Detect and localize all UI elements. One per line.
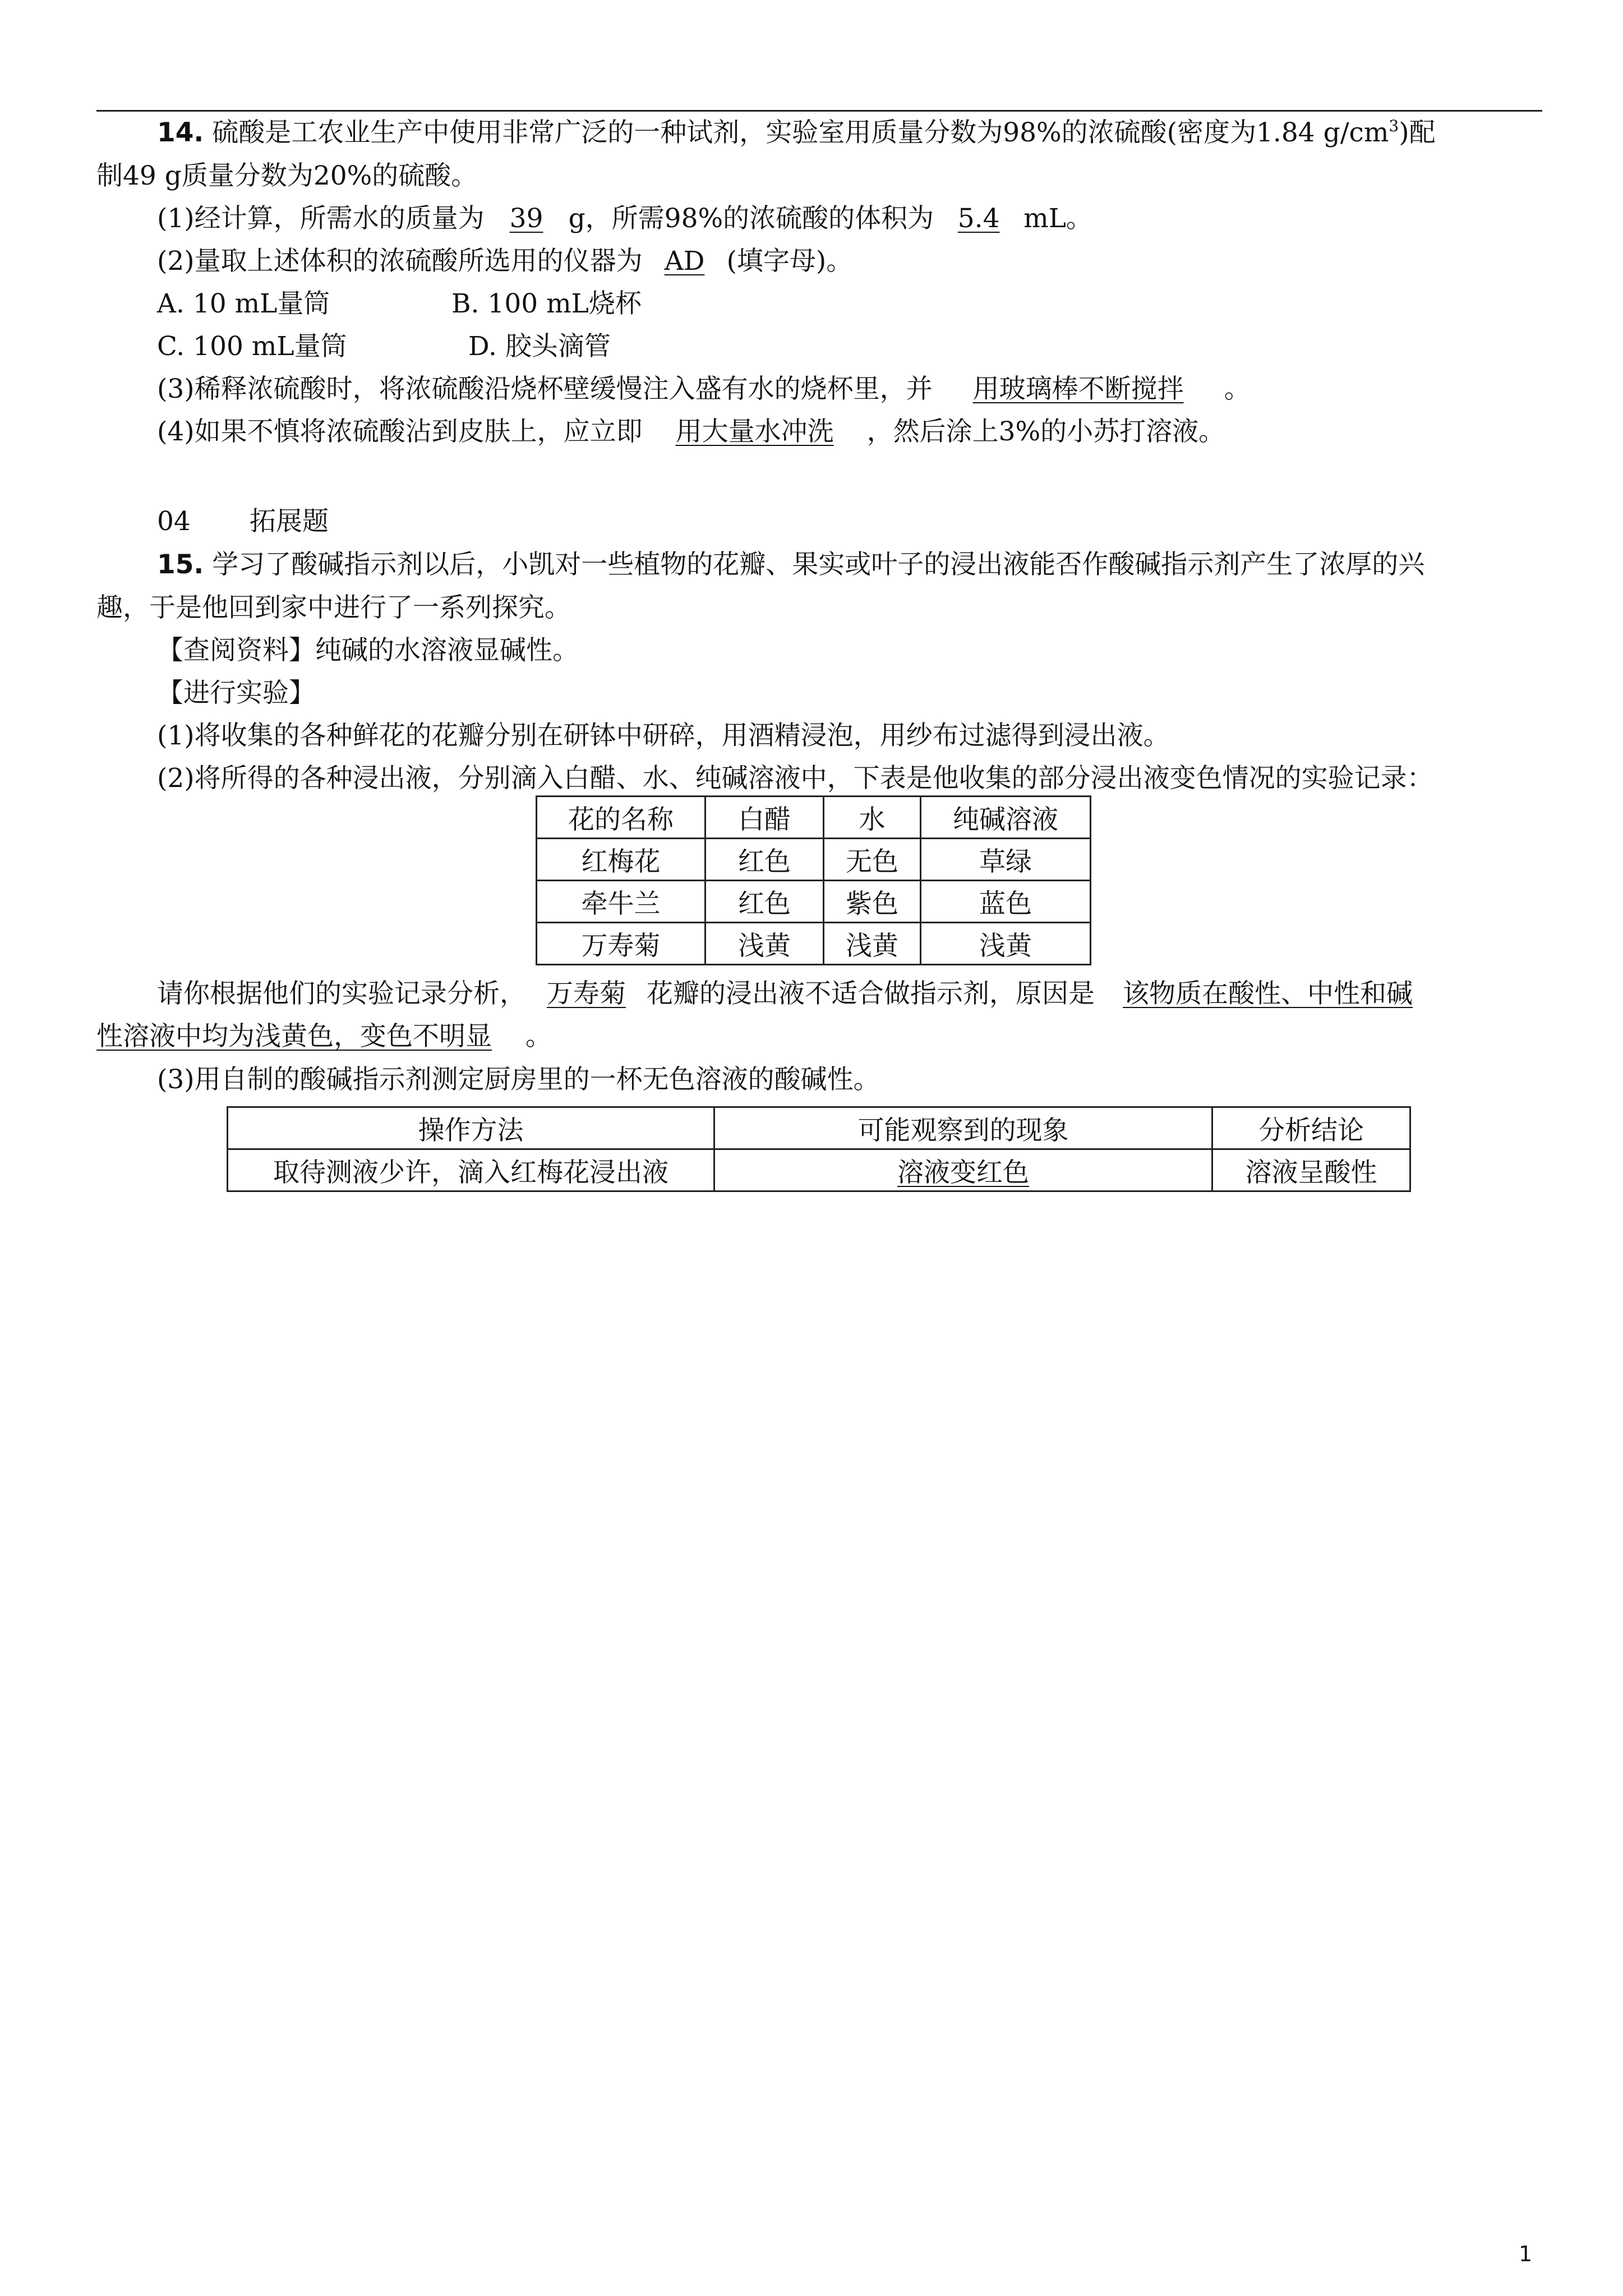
q15-step2: (2)将所得的各种浸出液，分别滴入白醋、水、纯碱溶液中，下表是他收集的部分浸出液变色情况的实验记录：	[157, 763, 1433, 794]
q14-part1-pre: (1)经计算，所需水的质量为	[157, 203, 485, 234]
q14-stem-text-1: 硫酸是工农业生产中使用非常广泛的一种试剂，实验室用质量分数为98%的浓硫酸(密度为1.84 g/cm	[212, 117, 1389, 148]
table-header-cell: 操作方法	[228, 1107, 714, 1149]
q14-option-a: A. 10 mL量筒	[157, 288, 330, 319]
q14-part3	[157, 371, 1251, 407]
q14-part2-post: (填字母)。	[726, 246, 853, 277]
table-header-row	[228, 1107, 1410, 1149]
q15-stem-line2: 趣，于是他回到家中进行了一系列探究。	[96, 592, 571, 623]
q14-stem-superscript: 3	[1389, 117, 1399, 135]
table-cell: 牵牛兰	[537, 881, 706, 923]
table-cell: 红色	[706, 881, 824, 923]
table-cell: 无色	[824, 839, 921, 881]
q15-analysis-answer-reason-2: 性溶液中均为浅黄色，变色不明显	[96, 1021, 492, 1052]
table-header-row	[537, 797, 1091, 839]
q15-stem-text-1: 学习了酸碱指示剂以后，小凯对一些植物的花瓣、果实或叶子的浸出液能否作酸碱指示剂产生了浓厚的兴	[212, 549, 1425, 580]
flower-color-table	[536, 795, 1091, 965]
q15-analysis-line2	[96, 1019, 552, 1055]
q14-part2-pre: (2)量取上述体积的浓硫酸所选用的仪器为	[157, 246, 643, 277]
table-cell-answer	[714, 1149, 1212, 1191]
q14-option-d: D. 胶头滴管	[468, 331, 611, 362]
q14-part1	[157, 201, 1092, 237]
table-cell: 红梅花	[537, 839, 706, 881]
q14-part4	[157, 414, 1225, 450]
q14-part4-post: ，然后涂上3%的小苏打溶液。	[866, 416, 1225, 447]
table-header-cell: 水	[824, 797, 921, 839]
table-header-cell: 纯碱溶液	[921, 797, 1091, 839]
page-number: 1	[1519, 2242, 1533, 2266]
q14-part1-answer-water-mass: 39	[509, 203, 543, 234]
q15-info: 【查阅资料】纯碱的水溶液显碱性。	[157, 635, 579, 666]
q15-experiment-heading: 【进行实验】	[157, 678, 315, 708]
q14-option-b: B. 100 mL烧杯	[451, 288, 642, 319]
q14-part3-pre: (3)稀释浓硫酸时，将浓硫酸沿烧杯壁缓慢注入盛有水的烧杯里，并	[157, 374, 933, 404]
table-cell: 取待测液少许，滴入红梅花浸出液	[228, 1149, 714, 1191]
q14-part3-post: 。	[1224, 374, 1251, 404]
table-header-cell: 可能观察到的现象	[714, 1107, 1212, 1149]
q15-analysis-post: 。	[525, 1021, 552, 1052]
q14-part4-pre: (4)如果不慎将浓硫酸沾到皮肤上，应立即	[157, 416, 643, 447]
q14-part4-answer: 用大量水冲洗	[675, 416, 834, 447]
q14-part3-answer: 用玻璃棒不断搅拌	[972, 374, 1184, 404]
q14-option-c: C. 100 mL量筒	[157, 331, 347, 362]
q15-stem-line1	[157, 547, 1424, 583]
q14-part1-post: mL。	[1023, 203, 1092, 234]
q15-analysis-pre: 请你根据他们的实验记录分析，	[157, 978, 526, 1009]
table-cell: 蓝色	[921, 881, 1091, 923]
q14-part2	[157, 243, 852, 279]
table-row	[537, 881, 1091, 923]
table-cell: 草绿	[921, 839, 1091, 881]
q14-part1-mid: g，所需98%的浓硫酸的体积为	[568, 203, 934, 234]
table-row	[228, 1149, 1410, 1191]
table-header-cell: 花的名称	[537, 797, 706, 839]
top-rule	[96, 110, 1542, 112]
q15-analysis-answer-flower: 万寿菊	[547, 978, 626, 1009]
table-cell: 浅黄	[706, 923, 824, 965]
table-row	[537, 923, 1091, 965]
table-cell: 溶液呈酸性	[1212, 1149, 1410, 1191]
q15-analysis-mid: 花瓣的浸出液不适合做指示剂，原因是	[647, 978, 1095, 1009]
q14-part1-answer-acid-volume: 5.4	[957, 203, 1000, 234]
table-cell: 浅黄	[921, 923, 1091, 965]
q15-phenomenon-answer: 溶液变红色	[897, 1157, 1029, 1188]
q15-step3: (3)用自制的酸碱指示剂测定厨房里的一杯无色溶液的酸碱性。	[157, 1064, 880, 1095]
section-number: 04	[157, 506, 191, 537]
table-cell: 红色	[706, 839, 824, 881]
q15-number: 15.	[157, 549, 204, 580]
q14-stem-line2: 制49 g质量分数为20%的硫酸。	[96, 160, 478, 191]
table-header-cell: 分析结论	[1212, 1107, 1410, 1149]
table-cell: 紫色	[824, 881, 921, 923]
q14-number: 14.	[157, 117, 204, 148]
section-title: 拓展题	[250, 506, 329, 537]
q14-stem-text-2: )配	[1399, 117, 1436, 148]
q15-analysis-answer-reason-1: 该物质在酸性、中性和碱	[1123, 978, 1413, 1009]
q15-analysis-line1	[157, 976, 1413, 1012]
table-row	[537, 839, 1091, 881]
q15-step1: (1)将收集的各种鲜花的花瓣分别在研钵中研碎，用酒精浸泡，用纱布过滤得到浸出液。	[157, 720, 1170, 751]
q14-stem-line1	[157, 115, 1436, 151]
table-header-cell: 白醋	[706, 797, 824, 839]
q14-part2-answer: AD	[664, 246, 705, 277]
table-cell: 万寿菊	[537, 923, 706, 965]
test-result-table	[227, 1106, 1411, 1192]
table-cell: 浅黄	[824, 923, 921, 965]
